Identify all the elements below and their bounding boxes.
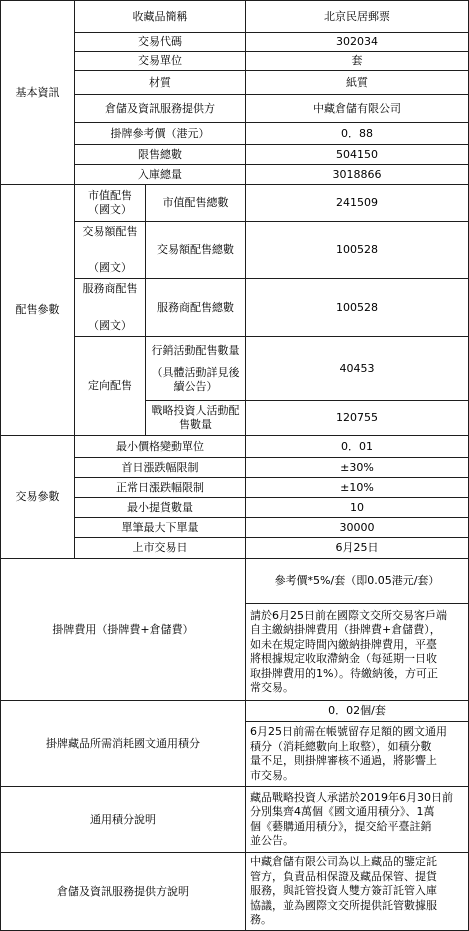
label-text: 定向配售 (88, 379, 132, 392)
note-line: 將根據規定收取滯納金（每延期一日收 (250, 652, 437, 665)
alloc-promo-label-line2: （具體活動詳見後 (151, 365, 240, 379)
basic-row-1-label (74, 32, 246, 52)
trading-row-2-label (74, 477, 246, 498)
basic-row-3-value (245, 70, 469, 95)
note-line: 管方，負責品相保證及藏品保管、提貨 (250, 869, 437, 883)
label-text: 首日漲跌幅限制 (121, 460, 199, 474)
note-line: 藏品戰略投資人承諾於2019年6月30日前 (250, 790, 453, 804)
value-text: 參考價*5%/套（即0.05港元/套） (274, 574, 440, 587)
note-line: 服務，與託管投資人雙方簽訂託管入庫 (250, 884, 437, 898)
basic-row-2-value (245, 51, 469, 71)
alloc-market-category-line2: （國文） (88, 203, 132, 216)
basic-row-7-label (74, 164, 246, 185)
value-text: 100528 (336, 300, 378, 314)
alloc-strategic-label (145, 400, 246, 436)
basic-row-4-value (245, 94, 469, 123)
listing-fee-note (245, 603, 469, 701)
note-line: 6月25日前需在帳號留存足額的國文通用 (250, 725, 447, 738)
trading-row-1-label (74, 457, 246, 478)
label-text: 市值配售總數 (162, 196, 229, 209)
alloc-strategic-label-line2: 售數量 (179, 418, 212, 431)
label-text: 交易代碼 (138, 35, 182, 48)
points-cost-label (0, 700, 246, 787)
value-text: 3018866 (332, 167, 382, 181)
trading-row-4-value (245, 517, 469, 538)
label-text: 收藏品簡稱 (132, 9, 188, 23)
value-text: 120755 (336, 411, 378, 424)
listing-fee-label (0, 558, 246, 701)
group-trading-label: 交易參數 (15, 490, 60, 503)
group-trading (0, 435, 75, 559)
listing-fee-price (245, 558, 469, 604)
alloc-market-category-line1: 市值配售 (88, 189, 132, 202)
basic-row-5-label (74, 122, 246, 145)
basic-row-1-value (245, 32, 469, 52)
basic-row-6-value (245, 144, 469, 165)
note-line: 取掛牌費用的1%）。待繳納後，方可正 (250, 666, 438, 680)
trading-row-4-label (74, 517, 246, 538)
label-text: 掛牌費用（掛牌費+倉儲費） (52, 622, 194, 636)
value-text: 0．02個/套 (328, 704, 386, 717)
points-info-label (0, 786, 246, 853)
alloc-volume-label (145, 221, 246, 279)
group-basic-info (0, 0, 75, 185)
note-line: 積分（消耗總數向上取整），如積分數 (250, 739, 432, 753)
alloc-broker-category-line1: 服務商配售 (82, 282, 138, 295)
trading-row-5-value (245, 537, 469, 559)
alloc-broker-category-line2: （國文） (88, 319, 132, 332)
label-text: 掛牌參考價（港元） (110, 126, 210, 140)
trading-row-3-label (74, 497, 246, 518)
alloc-strategic-value (245, 400, 469, 436)
basic-row-5-value (245, 122, 469, 145)
alloc-volume-value (245, 221, 469, 279)
label-text: 最小價格變動單位 (116, 439, 204, 453)
alloc-volume-category-line2: （國文） (88, 261, 132, 274)
trading-row-0-label (74, 435, 246, 458)
basic-row-7-value (245, 164, 469, 185)
points-cost-value (245, 700, 469, 722)
value-text: 套 (351, 54, 363, 67)
value-text: 北京民居郵票 (324, 9, 390, 23)
note-line: 如未在規定時間內繳納掛牌費用，平臺 (250, 637, 437, 651)
points-cost-note (245, 721, 469, 787)
trading-row-3-value (245, 497, 469, 518)
value-text: ±10% (340, 480, 374, 494)
value-text: 中藏倉儲有限公司 (313, 101, 401, 115)
alloc-strategic-label-line1: 戰略投資人活動配 (151, 404, 240, 417)
basic-row-3-label (74, 70, 246, 95)
note-line: 個《藝購通用積分》，提交給平臺註銷 (250, 819, 432, 833)
note-line: 請於6月25日前在國際文交所交易客戶端 (250, 608, 447, 622)
note-line: 分別集齊4萬個《國文通用積分》、1萬 (250, 805, 435, 818)
value-text: 6月25日 (335, 541, 379, 554)
label-text: 掛牌藏品所需消耗國文通用積分 (46, 736, 200, 750)
value-text: 30000 (339, 520, 375, 534)
value-text: ±30% (340, 460, 374, 474)
note-line: 市交易。 (250, 768, 294, 782)
note-line: 協議，並為國際文交所提供託管數據服 (250, 898, 437, 912)
basic-row-0-label (74, 0, 246, 33)
value-text: 100528 (336, 243, 378, 256)
alloc-volume-category (74, 221, 146, 279)
trading-row-0-value (245, 435, 469, 458)
basic-row-6-label (74, 144, 246, 165)
basic-row-4-label (74, 94, 246, 123)
value-text: 40453 (339, 361, 375, 375)
alloc-broker-label (145, 278, 246, 337)
alloc-directed-category (74, 336, 146, 436)
alloc-volume-category-line1: 交易額配售 (82, 225, 138, 238)
note-line: 中藏倉儲有限公司為以上藏品的鑒定託 (250, 855, 437, 869)
value-text: 10 (350, 500, 364, 514)
note-line: 務。 (250, 913, 272, 927)
alloc-market-value (245, 184, 469, 222)
points-info-note (245, 786, 469, 853)
group-allocation (0, 184, 75, 436)
label-text: 交易單位 (138, 54, 182, 67)
basic-row-2-label (74, 51, 246, 71)
note-line: 並公告。 (250, 834, 294, 847)
group-basic-info-label: 基本資訊 (15, 85, 60, 99)
value-text: 302034 (336, 35, 378, 48)
storage-label (0, 852, 246, 931)
label-text: 服務商配售總數 (157, 300, 234, 314)
value-text: 0．88 (341, 126, 373, 140)
label-text: 上市交易日 (132, 541, 188, 554)
label-text: 入庫總量 (138, 167, 182, 181)
alloc-promo-label (145, 336, 246, 401)
label-text: 最小提貨數量 (127, 500, 193, 514)
storage-note (245, 852, 469, 931)
alloc-market-label (145, 184, 246, 222)
alloc-promo-value (245, 336, 469, 401)
trading-row-2-value (245, 477, 469, 498)
label-text: 倉儲及資訊服務提供方 (105, 101, 215, 115)
trading-row-5-label (74, 537, 246, 559)
alloc-market-category (74, 184, 146, 222)
label-text: 交易額配售總數 (157, 243, 234, 256)
alloc-promo-label-line1: 行銷活動配售數量 (151, 343, 240, 357)
value-text: 紙質 (346, 75, 368, 89)
value-text: 504150 (336, 147, 378, 161)
trading-row-1-value (245, 457, 469, 478)
label-text: 限售總數 (138, 147, 182, 161)
label-text: 單筆最大下單量 (121, 520, 199, 534)
group-allocation-label: 配售參數 (15, 303, 60, 316)
label-text: 材質 (149, 75, 171, 89)
note-line: 自主繳納掛牌費用（掛牌費+倉儲費）， (250, 623, 441, 636)
basic-row-0-value (245, 0, 469, 33)
label-text: 倉儲及資訊服務提供方說明 (57, 884, 189, 898)
note-line: 常交易。 (250, 681, 294, 694)
alloc-broker-category (74, 278, 146, 337)
note-line: 量不足，則掛牌審核不通過，將影響上 (250, 754, 437, 767)
label-text: 通用積分說明 (90, 812, 156, 826)
label-text: 正常日漲跌幅限制 (116, 480, 204, 494)
alloc-promo-label-line3: 續公告） (173, 379, 218, 393)
value-text: 241509 (336, 196, 378, 209)
value-text: 0．01 (341, 439, 373, 453)
alloc-broker-value (245, 278, 469, 337)
